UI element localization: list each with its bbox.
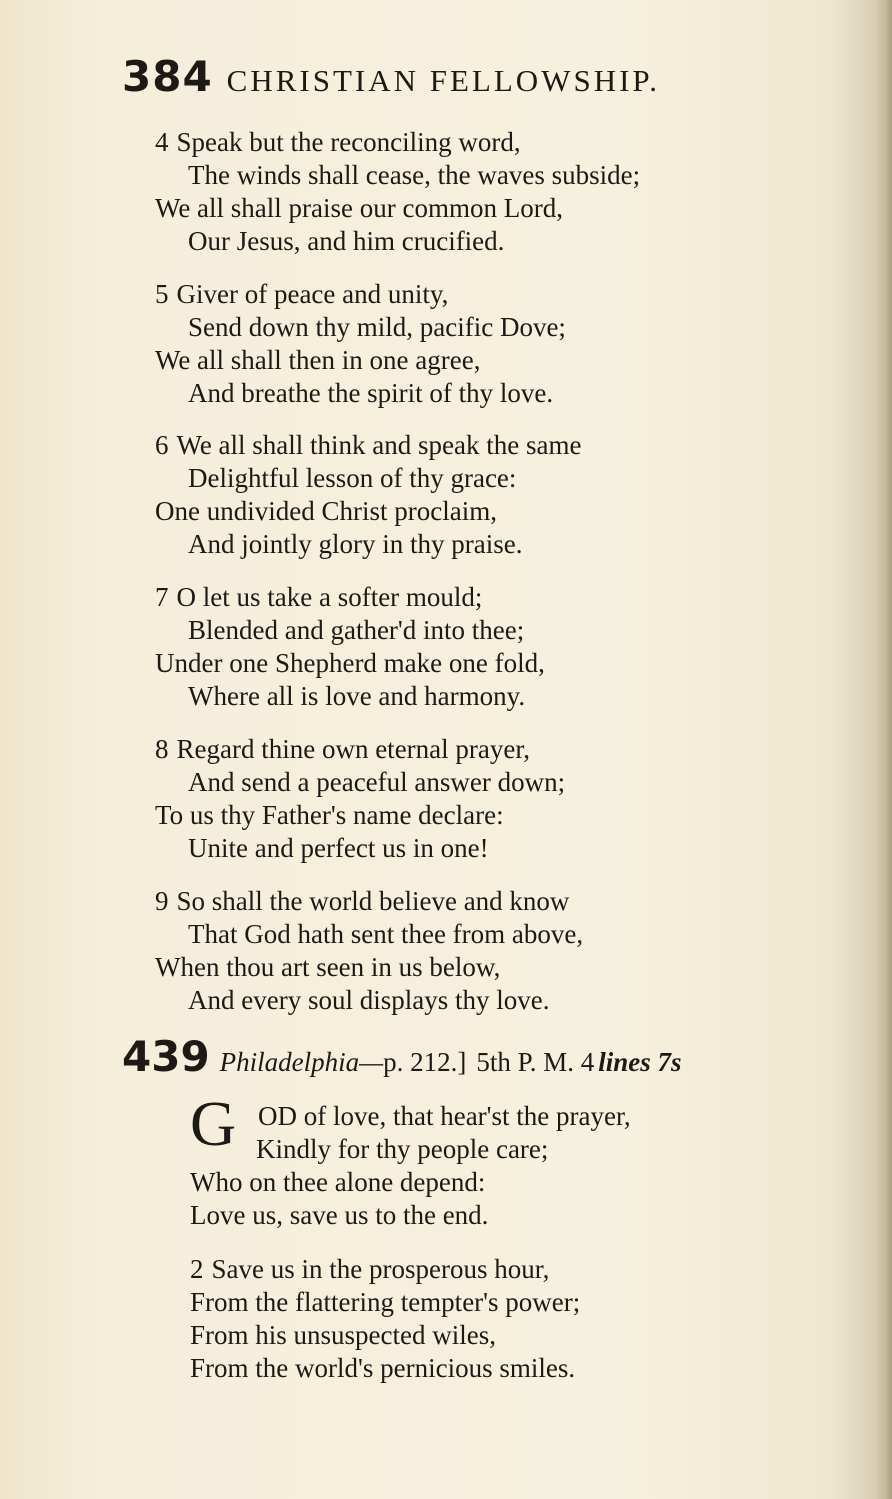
stanza-number: 2 — [190, 1254, 204, 1284]
stanza-line: From his unsuspected wiles, — [190, 1320, 496, 1350]
stanza-line: When thou art seen in us below, — [155, 952, 501, 982]
stanza-line: And send a peaceful answer down; — [188, 767, 566, 797]
stanza-line: 8 Regard thine own eternal prayer, — [155, 734, 531, 764]
stanza-line: One undivided Christ proclaim, — [155, 496, 497, 526]
meter: 5th P. M. 4 — [476, 1047, 595, 1077]
running-head: CHRISTIAN FELLOWSHIP. — [226, 63, 660, 98]
hymn-stanza-2 — [190, 1253, 580, 1385]
stanza-line: 5 Giver of peace and unity, — [155, 279, 449, 309]
stanza-number: 5 — [155, 279, 169, 309]
stanza-line: Love us, save us to the end. — [190, 1200, 489, 1230]
stanza-line: The winds shall cease, the waves subside; — [188, 160, 641, 190]
stanza-line: OD of love, that hear'st the prayer, — [258, 1101, 631, 1131]
hymn-stanza-1 — [190, 1100, 631, 1232]
stanza-line: 9 So shall the world believe and know — [155, 886, 570, 916]
stanza-line: 2 Save us in the prosperous hour, — [190, 1254, 550, 1284]
stanza-number: 7 — [155, 582, 169, 612]
stanza-line: Send down thy mild, pacific Dove; — [188, 312, 566, 342]
stanza-9 — [155, 885, 583, 1017]
stanza-line: 7 O let us take a softer mould; — [155, 582, 483, 612]
stanza-number: 4 — [155, 127, 169, 157]
stanza-line: Delightful lesson of thy grace: — [188, 463, 517, 493]
stanza-line: Who on thee alone depend: — [190, 1167, 486, 1197]
stanza-line: Our Jesus, and him crucified. — [188, 226, 505, 256]
stanza-line: Where all is love and harmony. — [188, 681, 526, 711]
stanza-5 — [155, 278, 566, 410]
stanza-line: That God hath sent thee from above, — [188, 919, 584, 949]
hymn-number: 439 — [122, 1032, 210, 1081]
stanza-8 — [155, 733, 565, 865]
stanza-line: Kindly for thy people care; — [256, 1134, 549, 1164]
page-header — [122, 52, 802, 104]
stanza-line: 4 Speak but the reconciling word, — [155, 127, 521, 157]
stanza-number: 8 — [155, 734, 169, 764]
hymn-heading — [122, 1032, 872, 1084]
page-edge — [878, 0, 892, 1499]
stanza-line: To us thy Father's name declare: — [155, 800, 504, 830]
stanza-line: Under one Shepherd make one fold, — [155, 648, 545, 678]
stanza-number: 9 — [155, 886, 169, 916]
stanza-line: And breathe the spirit of thy love. — [188, 378, 554, 408]
stanza-line: From the flattering tempter's power; — [190, 1287, 581, 1317]
stanza-line: Blended and gather'd into thee; — [188, 615, 525, 645]
stanza-line: We all shall praise our common Lord, — [155, 193, 563, 223]
stanza-line: 6 We all shall think and speak the same — [155, 430, 582, 460]
lines-label: lines 7s — [598, 1047, 682, 1077]
tune-name: Philadelphia— — [219, 1047, 384, 1077]
stanza-line: And every soul displays thy love. — [188, 985, 550, 1015]
stanza-line: From the world's pernicious smiles. — [190, 1353, 576, 1383]
drop-cap: G — [190, 1088, 237, 1159]
stanza-7 — [155, 581, 545, 713]
stanza-number: 6 — [155, 430, 169, 460]
stanza-6 — [155, 429, 581, 561]
page-number: 384 — [122, 52, 213, 101]
stanza-line: Unite and perfect us in one! — [188, 833, 489, 863]
stanza-line: And jointly glory in thy praise. — [188, 529, 523, 559]
tune-page-reference: p. 212.] — [383, 1047, 467, 1077]
stanza-line: We all shall then in one agree, — [155, 345, 481, 375]
stanza-4 — [155, 126, 640, 258]
